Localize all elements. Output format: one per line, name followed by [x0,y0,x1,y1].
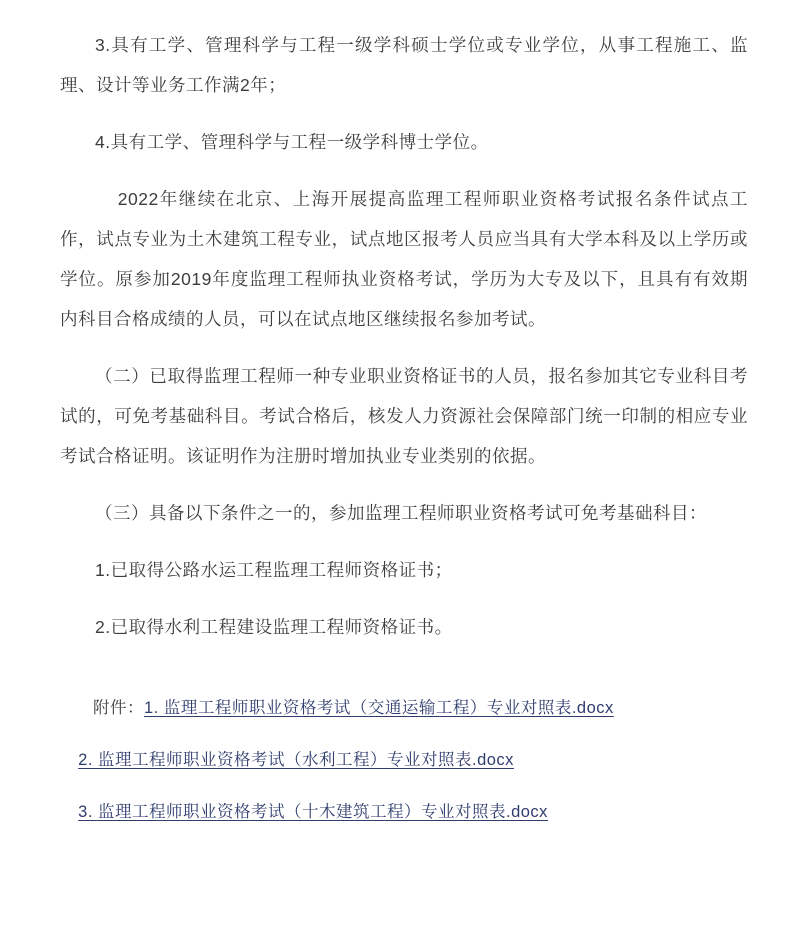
attachment-link-civil[interactable]: 3. 监理工程师职业资格考试（十木建筑工程）专业对照表.docx [78,803,548,821]
paragraph-section-3: （三）具备以下条件之一的，参加监理工程师职业资格考试可免考基础科目： [95,503,707,523]
attachment-line-3 [60,792,748,832]
paragraph-condition-3: 3.具有工学、管理科学与工程一级学科硕士学位或专业学位，从事工程施工、监理、设计等业务工作满2年； [60,35,748,95]
attachment-link-water[interactable]: 2. 监理工程师职业资格考试（水利工程）专业对照表.docx [78,751,514,769]
paragraph-exemption-2: 2.已取得水利工程建设监理工程师资格证书。 [95,617,453,637]
paragraph-exemption-1: 1.已取得公路水运工程监理工程师资格证书； [95,560,453,580]
attachments-section [60,688,748,832]
paragraph-section-2: （二）已取得监理工程师一种专业职业资格证书的人员，报名参加其它专业科目考试的，可免考基础科目。考试合格后，核发人力资源社会保障部门统一印制的相应专业考试合格证明。该证明作为注册时增加执业专业类别的依据。 [60,366,748,466]
paragraph-pilot-2022: 2022年继续在北京、上海开展提高监理工程师职业资格考试报名条件试点工作，试点专业为土木建筑工程专业，试点地区报考人员应当具有大学本科及以上学历或学位。原参加2019年度监理工程师执业资格考试，学历为大专及以下，且具有有效期内科目合格成绩的人员，可以在试点地区继续报名参加考试。 [60,189,748,329]
attachments-label: 附件： [93,699,144,717]
paragraph-condition-4: 4.具有工学、管理科学与工程一级学科博士学位。 [95,132,489,152]
attachment-line-2 [60,740,748,780]
attachment-line-1 [60,688,748,728]
attachment-link-transport[interactable]: 1. 监理工程师职业资格考试（交通运输工程）专业对照表.docx [144,699,614,717]
